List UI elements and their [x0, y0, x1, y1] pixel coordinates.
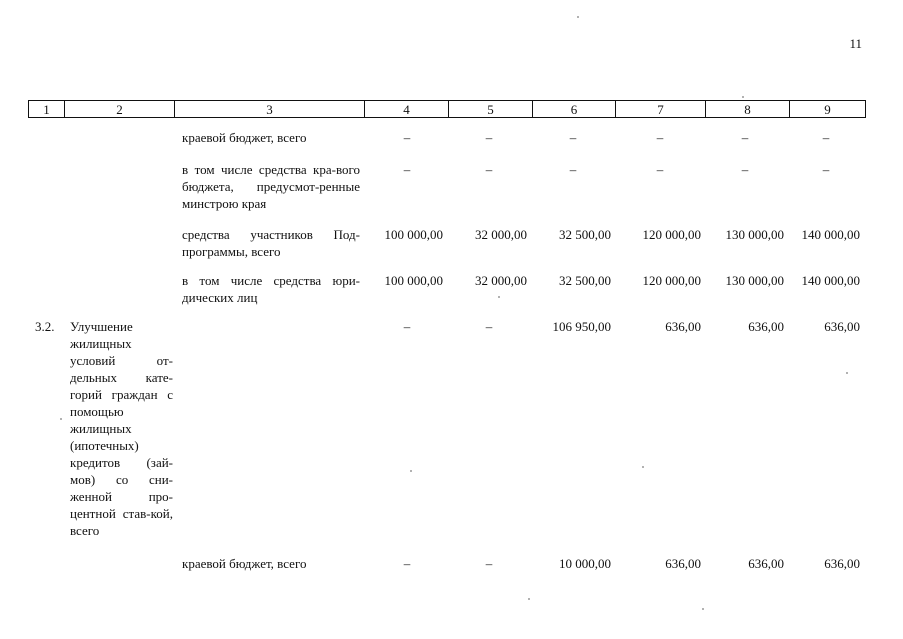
row-value-col-4: – [403, 319, 411, 334]
row-value-col-6: – [569, 130, 577, 145]
header-col-1: 1 [29, 101, 65, 118]
header-row [29, 101, 866, 118]
row-value-col-7: – [656, 162, 664, 177]
header-col-4: 4 [365, 101, 449, 118]
row-value-col-7: 120 000,00 [642, 227, 701, 242]
row-value-col-8: – [741, 130, 749, 145]
row-value-col-4: 100 000,00 [384, 273, 443, 288]
header-col-7: 7 [616, 101, 706, 118]
header-col-9: 9 [790, 101, 866, 118]
scan-speck [60, 418, 62, 420]
row-description: краевой бюджет, всего [182, 556, 307, 571]
row-value-col-8: – [741, 162, 749, 177]
row-description: краевой бюджет, всего [182, 130, 307, 145]
row-value-col-5: – [485, 130, 493, 145]
scan-speck [528, 598, 530, 600]
row-value-col-4: – [403, 162, 411, 177]
header-col-3: 3 [175, 101, 365, 118]
row-title: Улучшение жилищных условий от-дельных кате-горий граждан с помощью жилищных (ипотечных) кредитов (зай-мов) со сни-женной про-центной став-кой, всего [70, 319, 173, 538]
row-value-col-7: 636,00 [665, 556, 701, 571]
row-description: средства участников Под-программы, всего [182, 227, 360, 259]
scan-speck [577, 16, 579, 18]
row-description: в том числе средства юри-дических лиц [182, 273, 360, 305]
row-value-col-5: – [485, 556, 493, 571]
row-value-col-9: 140 000,00 [801, 273, 860, 288]
row-value-col-4: – [403, 130, 411, 145]
row-value-col-9: 636,00 [824, 556, 860, 571]
row-description: в том числе средства кра-вого бюджета, предусмот-ренные минстрою края [182, 162, 360, 211]
page-number: 11 [849, 36, 862, 51]
row-value-col-7: 636,00 [665, 319, 701, 334]
row-value-col-9: – [822, 162, 830, 177]
row-value-col-8: 636,00 [748, 319, 784, 334]
row-value-col-9: 140 000,00 [801, 227, 860, 242]
row-value-col-8: 636,00 [748, 556, 784, 571]
row-value-col-9: 636,00 [824, 319, 860, 334]
row-value-col-4: 100 000,00 [384, 227, 443, 242]
row-value-col-5: – [485, 319, 493, 334]
scan-speck [410, 470, 412, 472]
row-value-col-9: – [822, 130, 830, 145]
row-value-col-6: 106 950,00 [552, 319, 611, 334]
row-number: 3.2. [35, 319, 55, 334]
header-col-2: 2 [65, 101, 175, 118]
row-value-col-6: 10 000,00 [559, 556, 611, 571]
scan-speck [846, 372, 848, 374]
row-value-col-5: – [485, 162, 493, 177]
row-value-col-7: – [656, 130, 664, 145]
row-value-col-8: 130 000,00 [725, 273, 784, 288]
row-value-col-5: 32 000,00 [475, 227, 527, 242]
row-value-col-6: 32 500,00 [559, 227, 611, 242]
table-header [28, 100, 866, 118]
row-value-col-6: – [569, 162, 577, 177]
header-col-6: 6 [533, 101, 616, 118]
row-value-col-5: 32 000,00 [475, 273, 527, 288]
row-value-col-4: – [403, 556, 411, 571]
scan-speck [642, 466, 644, 468]
scan-speck [702, 608, 704, 610]
scan-speck [742, 96, 744, 98]
header-col-8: 8 [706, 101, 790, 118]
scan-speck [498, 296, 500, 298]
row-value-col-8: 130 000,00 [725, 227, 784, 242]
row-value-col-7: 120 000,00 [642, 273, 701, 288]
header-col-5: 5 [449, 101, 533, 118]
row-value-col-6: 32 500,00 [559, 273, 611, 288]
